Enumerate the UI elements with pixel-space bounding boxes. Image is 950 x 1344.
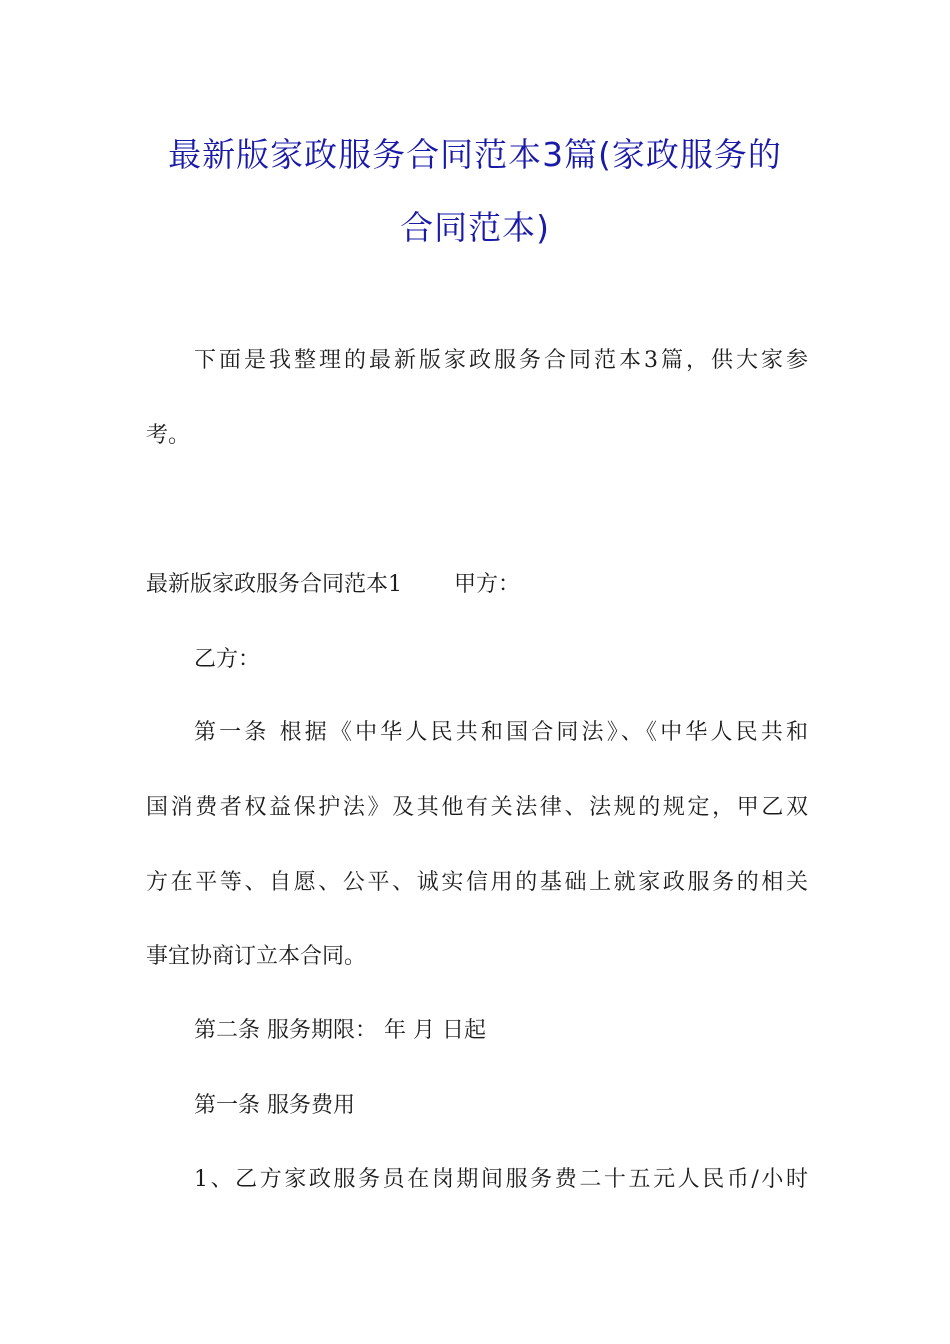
contract-heading: 最新版家政服务合同范本1 [146, 572, 402, 597]
article3-service-fee: 第一条 服务费用 [194, 1093, 355, 1118]
document-title-line-1: 最新版家政服务合同范本3篇(家政服务的 [168, 135, 782, 174]
article1-line-1: 第一条 根据《中华人民共和国合同法》、《中华人民共和 [194, 720, 808, 745]
article1-line-3: 方在平等、自愿、公平、诚实信用的基础上就家政服务的相关 [146, 870, 808, 895]
article1-line-2: 国消费者权益保护法》及其他有关法律、法规的规定，甲乙双 [146, 795, 808, 820]
party-a-label: 甲方： [454, 572, 521, 597]
fee-item-1: 1、乙方家政服务员在岗期间服务费二十五元人民币/小时 [194, 1167, 808, 1192]
intro-line-1: 下面是我整理的最新版家政服务合同范本3篇，供大家参 [194, 348, 808, 373]
contract-heading-row [146, 570, 520, 600]
party-b-label: 乙方： [194, 647, 261, 672]
article2-service-term: 第二条 服务期限： 年 月 日起 [194, 1018, 486, 1043]
document-title-line-2: 合同范本) [400, 208, 550, 247]
intro-line-2: 考。 [146, 423, 191, 448]
article1-line-4: 事宜协商订立本合同。 [146, 944, 367, 969]
